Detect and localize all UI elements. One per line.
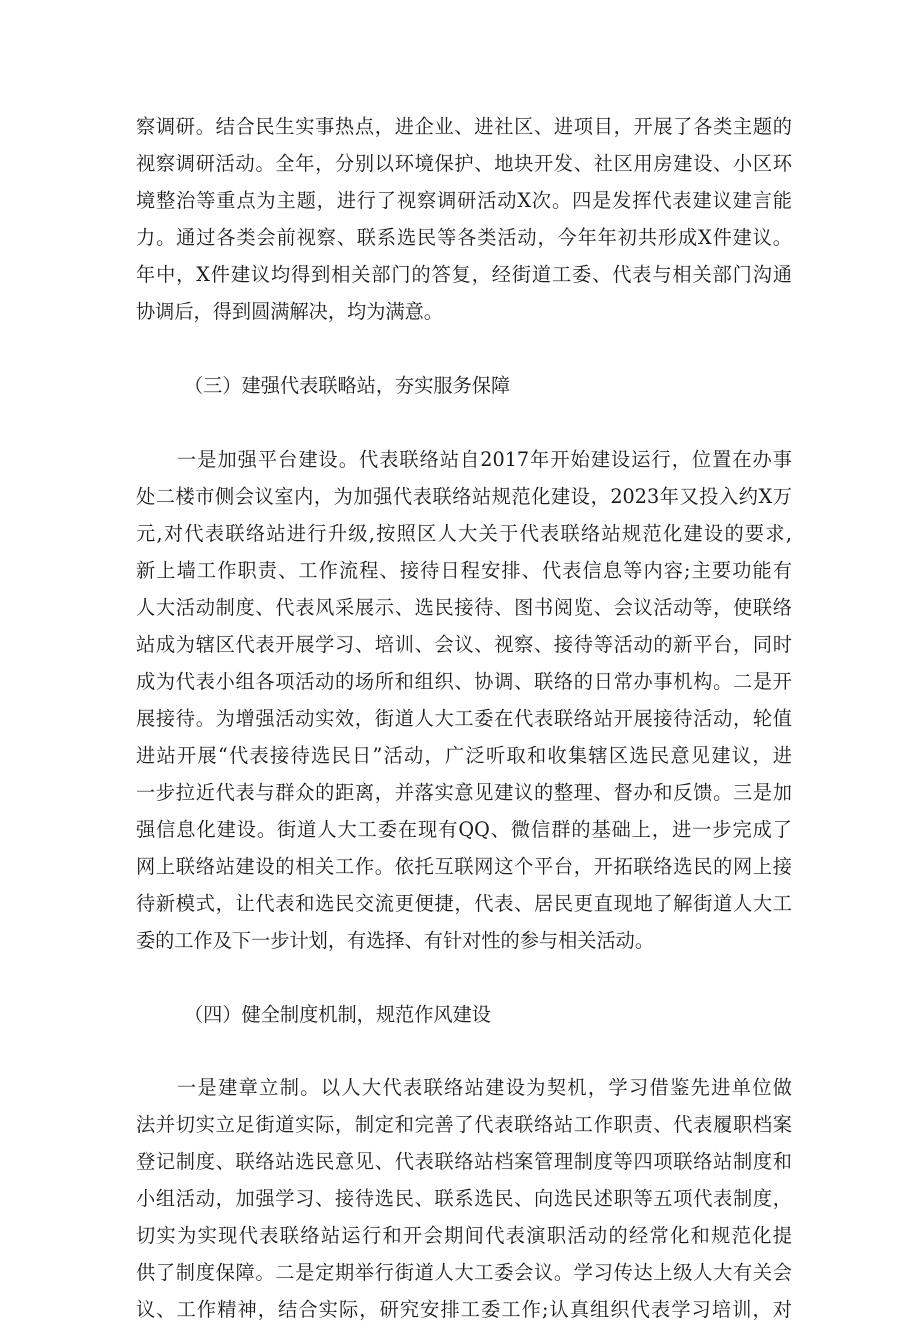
text-line: 强信息化建设。街道人大工委在现有QQ、微信群的基础上，进一步完成了 [136, 818, 792, 841]
paragraph-2 [136, 441, 792, 959]
spacer [136, 959, 792, 996]
text-line: 协调后，得到圆满解决，均为满意。 [136, 300, 443, 323]
text-line: 一是建章立制。以人大代表联络站建设为契机，学习借鉴先进单位做 [177, 1076, 792, 1099]
text-line: 成为代表小组各项活动的场所和组织、协调、联络的日常办事机构。二是开 [136, 670, 792, 693]
spacer [136, 404, 792, 441]
text-line: 委的工作及下一步计划，有选择、有针对性的参与相关活动。 [136, 929, 655, 952]
text-line: 人大活动制度、代表风采展示、选民接待、图书阅览、会议活动等，使联络 [136, 596, 792, 619]
text-line: 进站开展“代表接待选民日”活动，广泛听取和收集辖区选民意见建议，进 [136, 744, 792, 767]
text-line: 力。通过各类会前视察、联系选民等各类活动，今年年初共形成X件建议。 [136, 226, 792, 249]
text-line: 切实为实现代表联络站运行和开会期间代表演职活动的经常化和规范化提 [136, 1224, 792, 1247]
text-line: 一步拉近代表与群众的距离，并落实意见建议的整理、督办和反馈。三是加 [136, 781, 792, 804]
paragraph-3 [136, 1069, 792, 1328]
text-line: 供了制度保障。二是定期举行街道人大工委会议。学习传达上级人大有关会 [136, 1261, 792, 1284]
text-line: 待新模式，让代表和选民交流更便捷，代表、居民更直现地了解街道人大工 [136, 892, 792, 915]
text-line: 境整治等重点为主题，进行了视察调研活动X次。四是发挥代表建议建言能 [136, 189, 792, 212]
spacer [136, 1033, 792, 1069]
text-line: 视察调研活动。全年，分别以环境保护、地块开发、社区用房建设、小区环 [136, 152, 792, 175]
text-line: 站成为辖区代表开展学习、培训、会议、视察、接待等活动的新平台，同时 [136, 633, 792, 656]
section-heading-3: （三）建强代表联略站，夯实服务保障 [184, 374, 511, 397]
text-line: 法并切实立足街道实际，制定和完善了代表联络站工作职责、代表履职档案 [136, 1113, 792, 1136]
text-line: 登记制度、联络站选民意见、代表联络站档案管理制度等四项联络站制度和 [136, 1150, 792, 1173]
text-line: 新上墙工作职责、工作流程、接待日程安排、代表信息等内容;主要功能有 [136, 559, 792, 582]
section-heading-4: （四）健全制度机制，规范作风建设 [184, 1003, 491, 1026]
text-line: 议、工作精神，结合实际，研究安排工委工作;认真组织代表学习培训，对 [136, 1298, 792, 1321]
text-line: 网上联络站建设的相关工作。依托互联网这个平台，开拓联络选民的网上接 [136, 855, 792, 878]
spacer [136, 330, 792, 367]
text-line: 年中，X件建议均得到相关部门的答复，经街道工委、代表与相关部门沟通 [136, 263, 792, 286]
paragraph-1 [136, 108, 792, 330]
document-page [136, 108, 792, 1328]
text-line: 察调研。结合民生实事热点，进企业、进社区、进项目，开展了各类主题的 [136, 115, 792, 138]
text-line: 元,对代表联络站进行升级,按照区人大关于代表联络站规范化建设的要求, [136, 522, 792, 545]
text-line: 处二楼市侧会议室内，为加强代表联络站规范化建设，2023年又投入约X万 [136, 485, 792, 508]
text-line: 小组活动，加强学习、接待选民、联系选民、向选民述职等五项代表制度， [136, 1187, 792, 1210]
text-line: 一是加强平台建设。代表联络站自2017年开始建设运行，位置在办事 [177, 448, 792, 471]
text-line: 展接待。为增强活动实效，街道人大工委在代表联络站开展接待活动，轮值 [136, 707, 792, 730]
